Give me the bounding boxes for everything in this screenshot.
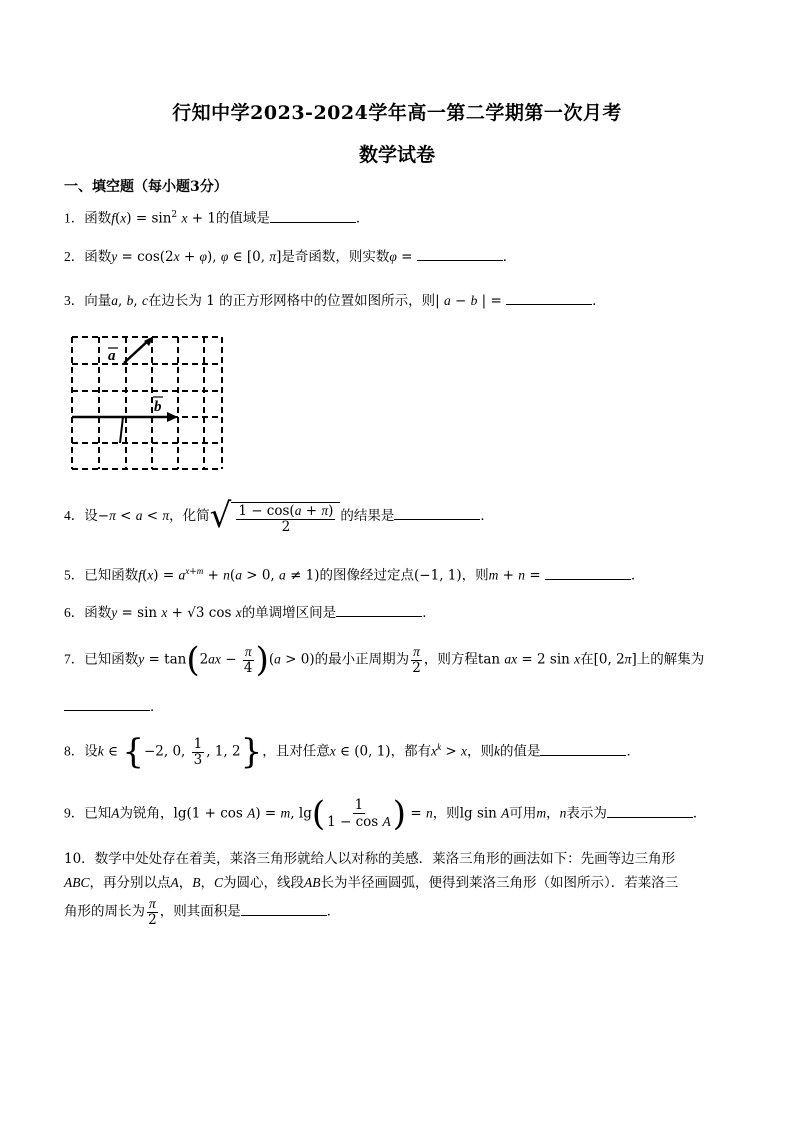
section-heading: 一、填空题（每小题3分） (64, 179, 228, 195)
question-4: 4．设−π < a < π，化简 √ $\frac{1 - \cos(a + \pi)}{2}$ 的结果是 ． (64, 496, 494, 536)
vector-grid-figure (68, 333, 226, 473)
question-8: 8．设k ∈ {−2, 0, $\frac{1}{3}$ , 1, 2}，且对任意x ∈ (0, 1)，都有$x^k > x$，则k的值是 ． (64, 732, 640, 772)
question-5: 5．已知函数$f(x) = a^{x+m} + n(a > 0$, a ≠ 1)的图像经过定点(−1, 1)，则m + n = ． (64, 566, 645, 584)
answer-blank[interactable] (417, 248, 503, 261)
answer-blank[interactable] (270, 210, 356, 223)
page-subtitle: 数学试卷 (358, 144, 435, 166)
question-6: 6．函数y = sin x + √3 cos x的单调增区间是 ． (64, 605, 436, 621)
vector-b-label: b (154, 399, 162, 415)
answer-blank[interactable] (241, 903, 327, 916)
answer-blank[interactable] (545, 567, 631, 580)
answer-blank[interactable] (394, 507, 480, 520)
question-1: 1．函数$f(x) = \sin^2 x + 1$的值域是 ． (64, 210, 370, 227)
answer-blank[interactable] (540, 743, 626, 756)
question-10-line-2: ABC，再分别以点A，B，C为圆心，线段AB长为半径画圆弧，便得到莱洛三角形（如图所示）．若莱洛三 (64, 875, 679, 891)
vector-c (120, 417, 123, 443)
vector-a (124, 336, 154, 363)
question-10-line-1: 10．数学中处处存在着美，莱洛三角形就给人以对称的美感．莱洛三角形的画法如下：先画等边三角形 (64, 851, 676, 867)
answer-blank[interactable] (64, 698, 150, 711)
question-3: 3．向量a, b, c在边长为 1 的正方形网格中的位置如图所示，则| a − b | = ． (64, 293, 606, 309)
vector-a-label: a (108, 348, 116, 364)
answer-blank[interactable] (506, 292, 592, 305)
question-10-line-3: 角形的周长为 $\frac{\pi}{2}$ ，则其面积是 ． (64, 896, 341, 928)
page-title: 行知中学2023-2024学年高一第二学期第一次月考 (172, 102, 622, 124)
question-7: 7．已知函数y = tan(2ax − $\frac{\pi}{4}$ )(a > 0)的最小正周期为 $\frac{\pi}{2}$ ，则方程tan ax = 2 sin x在[0, 2π]上的解集为 (64, 640, 705, 680)
answer-blank[interactable] (336, 604, 422, 617)
answer-blank[interactable] (607, 805, 693, 818)
question-9: 9．已知A为锐角，lg(1 + cos A) = m, lg( $\frac{1}{\text{1 − cos A}}$ ) = n，则lg sin A可用m，n表示为 ． (64, 794, 707, 834)
question-7-answer: ． (64, 698, 164, 716)
question-2: 2．函数y = cos(2x + φ), φ ∈ [0, π]是奇函数，则实数φ = ． (64, 249, 517, 265)
